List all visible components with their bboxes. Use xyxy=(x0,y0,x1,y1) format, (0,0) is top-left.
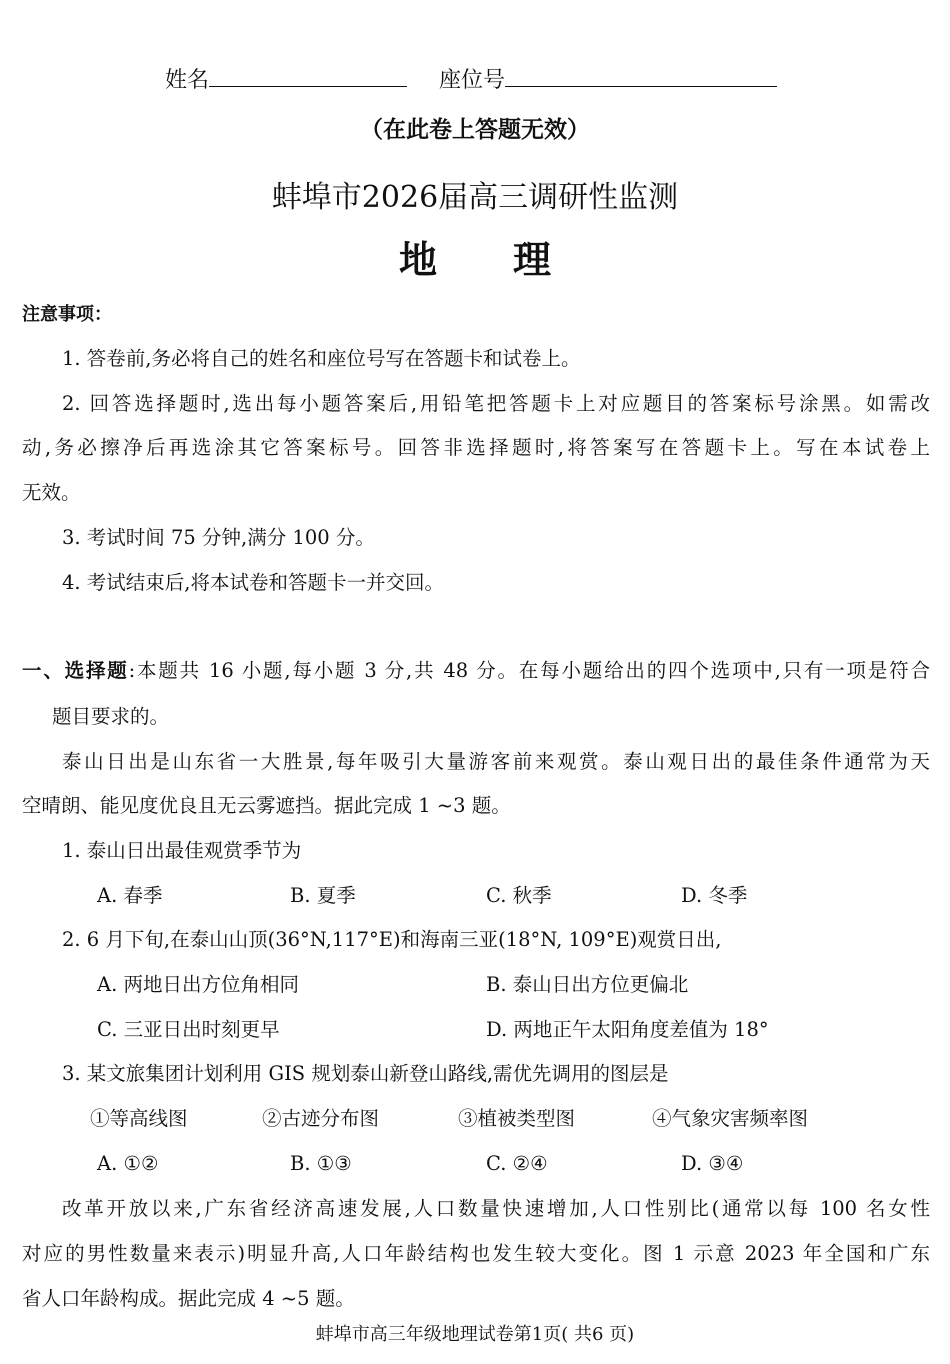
q2-option-b[interactable]: B. 泰山日出方位更偏北 xyxy=(486,973,689,996)
q3-item-2: ②古迹分布图 xyxy=(262,1107,380,1130)
q2-option-a[interactable]: A. 两地日出方位角相同 xyxy=(97,973,299,996)
q3-option-a[interactable]: A. ①② xyxy=(97,1152,159,1175)
q1-option-d[interactable]: D. 冬季 xyxy=(681,884,748,907)
q3-option-d[interactable]: D. ③④ xyxy=(681,1152,744,1175)
note-3: 3. 考试时间 75 分钟,满分 100 分。 xyxy=(62,526,375,549)
seat-label: 座位号 xyxy=(439,68,506,93)
question-1-stem: 1. 泰山日出最佳观赏季节为 xyxy=(62,839,302,862)
seat-blank[interactable] xyxy=(505,64,777,87)
q3-option-c[interactable]: C. ②④ xyxy=(486,1152,548,1175)
page-footer: 蚌埠市高三年级地理试卷第1页( 共6 页) xyxy=(315,1324,635,1345)
note-2-line-3: 无效。 xyxy=(22,481,81,504)
passage-2-line-3: 省人口年龄构成。据此完成 4 ~5 题。 xyxy=(22,1287,355,1310)
note-4: 4. 考试结束后,将本试卷和答题卡一并交回。 xyxy=(62,571,445,594)
passage-1-line-2: 空晴朗、能见度优良且无云雾遮挡。据此完成 1 ~3 题。 xyxy=(22,794,511,817)
passage-1-line-1: 泰山日出是山东省一大胜景,每年吸引大量游客前来观赏。泰山观日出的最佳条件通常为天 xyxy=(62,750,930,773)
question-2-stem: 2. 6 月下旬,在泰山山顶(36°N,117°E)和海南三亚(18°N, 109°E)观赏日出, xyxy=(62,928,722,951)
note-1: 1. 答卷前,务必将自己的姓名和座位号写在答题卡和试卷上。 xyxy=(62,347,581,370)
section-1-intro-text: :本题共 16 小题,每小题 3 分,共 48 分。在每小题给出的四个选项中,只有一项是符合 xyxy=(128,659,930,682)
q2-option-c[interactable]: C. 三亚日出时刻更早 xyxy=(97,1018,280,1041)
passage-2-line-1: 改革开放以来,广东省经济高速发展,人口数量快速增加,人口性别比(通常以每 100 名女性 xyxy=(62,1197,930,1220)
q3-option-b[interactable]: B. ①③ xyxy=(290,1152,352,1175)
passage-2-line-2: 对应的男性数量来表示)明显升高,人口年龄结构也发生较大变化。图 1 示意 2023 年全国和广东 xyxy=(22,1242,930,1265)
q3-item-1: ①等高线图 xyxy=(90,1107,188,1130)
section-1-intro-line-2: 题目要求的。 xyxy=(52,705,170,728)
question-3-stem: 3. 某文旅集团计划利用 GIS 规划泰山新登山路线,需优先调用的图层是 xyxy=(62,1062,669,1085)
name-label: 姓名 xyxy=(165,68,210,93)
section-1-label: 一、选择题 xyxy=(22,659,129,682)
note-2-line-1: 2. 回答选择题时,选出每小题答案后,用铅笔把答题卡上对应题目的答案标号涂黑。如需改 xyxy=(62,392,930,415)
note-2-line-2: 动,务必擦净后再选涂其它答案标号。回答非选择题时,将答案写在答题卡上。写在本试卷上 xyxy=(22,436,930,459)
subject-title: 地 理 xyxy=(398,238,551,282)
invalid-note: （在此卷上答题无效） xyxy=(360,117,590,143)
name-field-row xyxy=(165,64,777,95)
notes-heading: 注意事项： xyxy=(22,304,112,325)
exam-title: 蚌埠市2026届高三调研性监测 xyxy=(271,180,679,215)
section-1-intro xyxy=(22,657,930,685)
q1-option-c[interactable]: C. 秋季 xyxy=(486,884,552,907)
q1-option-b[interactable]: B. 夏季 xyxy=(290,884,356,907)
q1-option-a[interactable]: A. 春季 xyxy=(97,884,163,907)
q3-item-3: ③植被类型图 xyxy=(458,1107,576,1130)
q3-item-4: ④气象灾害频率图 xyxy=(652,1107,809,1130)
name-blank[interactable] xyxy=(209,64,407,87)
q2-option-d[interactable]: D. 两地正午太阳角度差值为 18° xyxy=(486,1018,769,1041)
